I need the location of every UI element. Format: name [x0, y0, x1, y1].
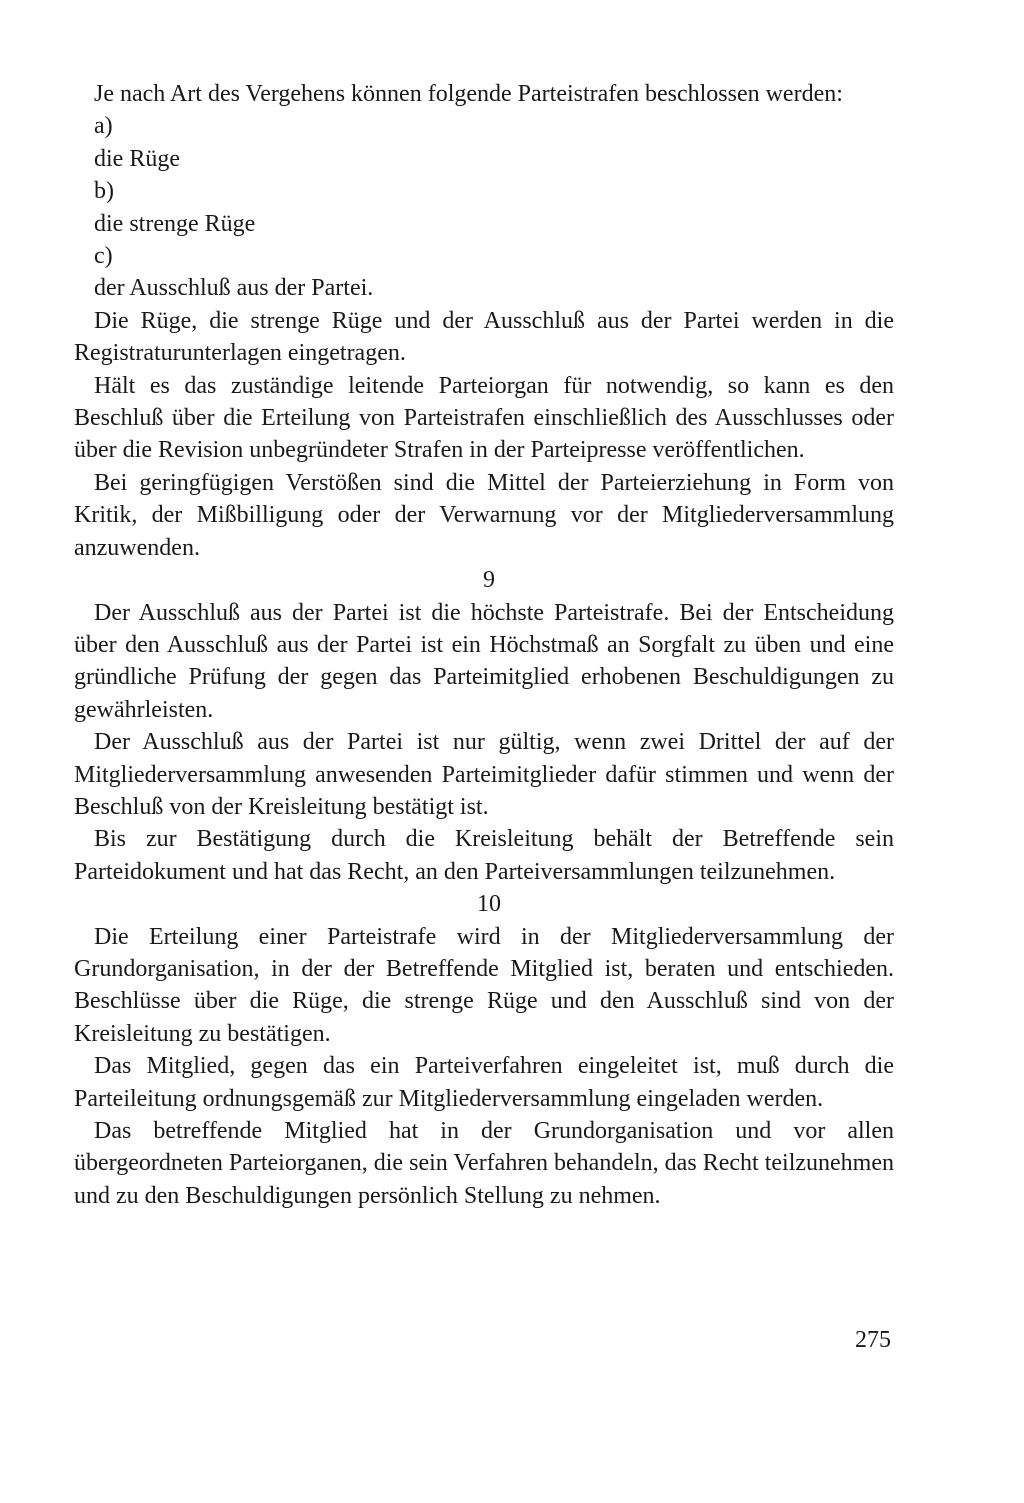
page-number: 275 — [855, 1327, 891, 1353]
list-label-a: a) — [94, 113, 113, 140]
paragraph: Die Rüge, die strenge Rüge und der Ausschluß aus der Partei werden in die Registraturunterlagen eingetragen. — [74, 307, 894, 367]
paragraph: Bei geringfügigen Verstößen sind die Mittel der Parteierziehung in Form von Kritik, der Mißbilligung oder der Verwarnung vor der Mitgliederversammlung anzuwenden. — [74, 469, 894, 561]
paragraph: Der Ausschluß aus der Partei ist nur gültig, wenn zwei Drittel der auf der Mitgliederversammlung anwesenden Parteimitglieder dafür stimmen und wenn der Beschluß von der Kreisleitung bestätigt ist. — [74, 729, 894, 820]
paragraph: Bis zur Bestätigung durch die Kreisleitung behält der Betreffende sein Parteidokument und hat das Recht, an den Parteiversammlungen teilzunehmen. — [74, 826, 894, 885]
paragraph: Das Mitglied, gegen das ein Parteiverfahren eingeleitet ist, muß durch die Parteileitung ordnungsgemäß zur Mitgliederversammlung eingeladen werden. — [74, 1053, 894, 1112]
list-item-c: der Ausschluß aus der Partei. — [94, 275, 374, 302]
paragraph: Hält es das zuständige leitende Parteiorgan für notwendig, so kann es den Beschluß über die Erteilung von Parteistrafen einschließlich des Ausschlusses oder über die Revision unbegründeter Strafen in der Parteipresse veröffentlichen. — [74, 372, 894, 464]
paragraph: Das betreffende Mitglied hat in der Grundorganisation und vor allen übergeordneten Parteiorganen, die sein Verfahren behandeln, das Recht teilzunehmen und zu den Beschuldigungen persönlich Stellung zu nehmen. — [74, 1118, 894, 1209]
list-label-c: c) — [94, 243, 113, 270]
paragraph: Der Ausschluß aus der Partei ist die höchste Parteistrafe. Bei der Entscheidung über den Ausschluß aus der Partei ist ein Höchstmaß an Sorgfalt zu üben und eine gründliche Prüfung der gegen das Parteimitglied erhobenen Beschuldigungen zu gewährleisten. — [74, 599, 894, 723]
section-number-10: 10 — [477, 891, 501, 918]
page-text — [74, 78, 894, 1212]
list-label-b: b) — [94, 178, 114, 205]
paragraph: Die Erteilung einer Parteistrafe wird in der Mitgliederversammlung der Grundorganisation, in der der Betreffende Mitglied ist, beraten und entschieden. Beschlüsse über die Rüge, die strenge Rüge und den Ausschluß sind von der Kreisleitung zu bestätigen. — [74, 923, 894, 1047]
section-number-9: 9 — [483, 567, 495, 594]
intro-paragraph: Je nach Art des Vergehens können folgende Parteistrafen beschlossen werden: — [94, 81, 843, 107]
list-item-b: die strenge Rüge — [94, 210, 256, 237]
list-item-a: die Rüge — [94, 145, 180, 172]
